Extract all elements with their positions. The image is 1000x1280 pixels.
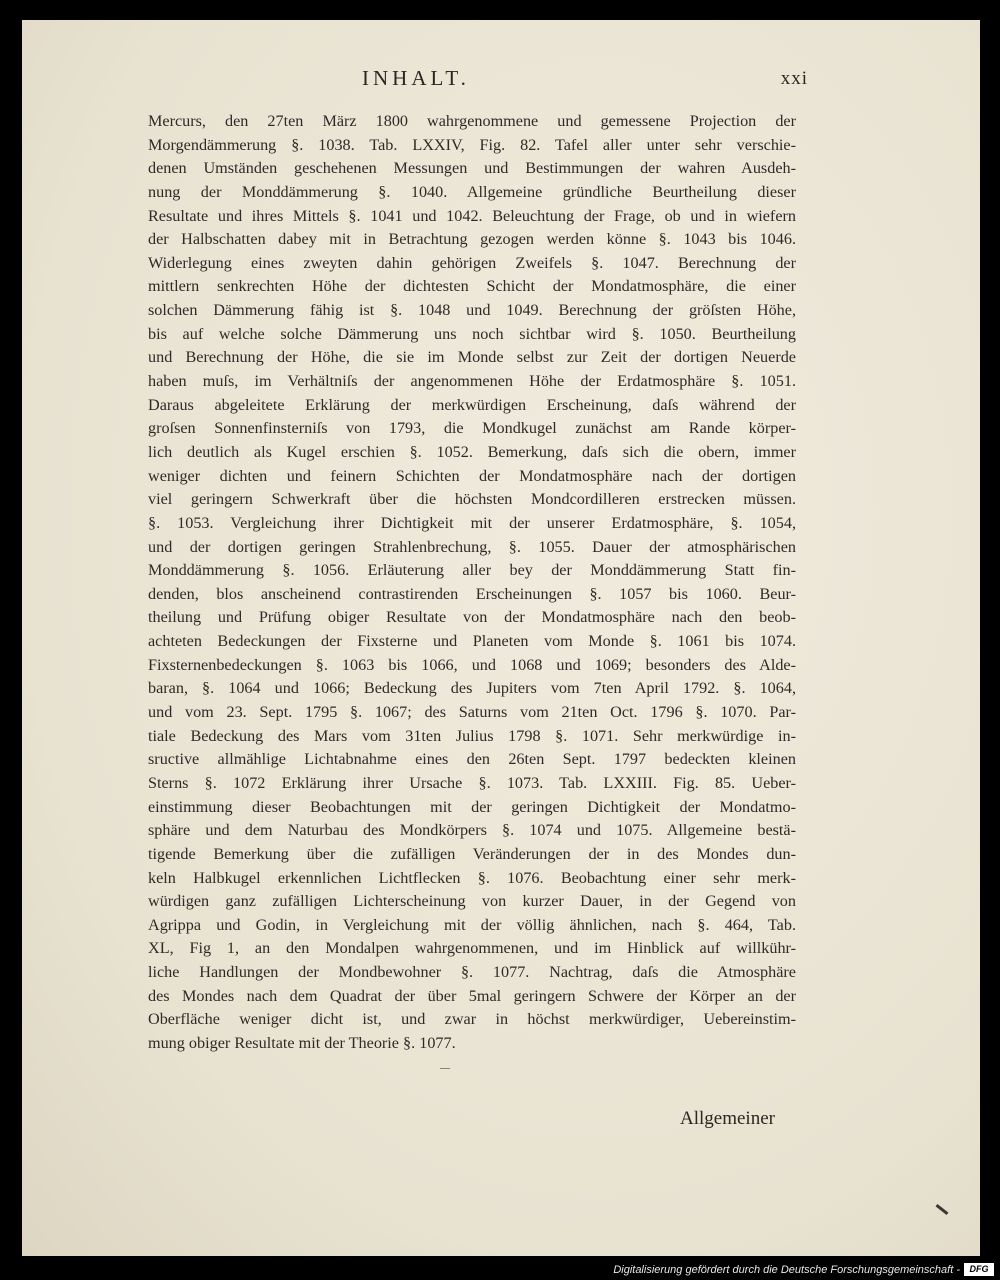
text-line: Monddämmerung §. 1056. Erläuterung aller bey der Monddämmerung Statt fin- [148, 561, 796, 580]
text-line: tiale Bedeckung des Mars vom 31ten Julius 1798 §. 1071. Sehr merkwürdige in- [148, 726, 796, 745]
text-line: viel geringern Schwerkraft über die höchsten Mondcordilleren erstrecken müssen. [148, 490, 796, 509]
header-title: INHALT. [362, 66, 470, 90]
text-line: solchen Dämmerung fähig ist §. 1048 und 1049. Berechnung der gröſsten Höhe, [148, 301, 796, 320]
text-line: Mercurs, den 27ten März 1800 wahrgenommene und gemessene Projection der [148, 112, 796, 130]
text-line: Agrippa und Godin, in Vergleichung mit der völlig ähnlichen, nach §. 464, Tab. [148, 915, 796, 934]
text-line: sructive allmählige Lichtabnahme eines den 26ten Sept. 1797 bedeckten kleinen [148, 750, 796, 769]
text-line: denden, blos anscheinend contrastirenden Erscheinungen §. 1057 bis 1060. Beur- [148, 584, 796, 603]
dfg-logo: DFG [964, 1263, 994, 1276]
text-line: baran, §. 1064 und 1066; Bedeckung des Jupiters vom 7ten April 1792. §. 1064, [148, 679, 796, 698]
footer-credit: Digitalisierung gefördert durch die Deutsche Forschungsgemeinschaft - [613, 1264, 960, 1276]
text-line: sphäre und dem Naturbau des Mondkörpers §. 1074 und 1075. Allgemeine bestä- [148, 821, 796, 840]
text-line: tigende Bemerkung über die zufälligen Veränderungen der in des Mondes dun- [148, 844, 796, 863]
text-line: lich deutlich als Kugel erschien §. 1052. Bemerkung, daſs sich die obern, immer [148, 442, 796, 461]
page-number: xxi [780, 68, 808, 89]
section-divider [440, 1068, 450, 1069]
text-line: mittlern senkrechten Höhe der dichtesten Schicht der Mondatmosphäre, die einer [148, 277, 796, 296]
text-line: Daraus abgeleitete Erklärung der merkwürdigen Erscheinung, daſs während der [148, 395, 796, 414]
text-line: §. 1053. Vergleichung ihrer Dichtigkeit mit der unserer Erdatmosphäre, §. 1054, [148, 513, 796, 532]
catchword: Allgemeiner [680, 1108, 775, 1129]
text-line: denen Umständen geschehenen Messungen und Bestimmungen der wahren Ausdeh- [148, 159, 796, 178]
text-line: XL, Fig 1, an den Mondalpen wahrgenommenen, und im Hinblick auf willkühr- [148, 939, 796, 958]
text-line: weniger dichten und feinern Schichten der Mondatmosphäre nach der dortigen [148, 466, 796, 485]
text-line: der Halbschatten dabey mit in Betrachtung gezogen werden könne §. 1043 bis 1046. [148, 230, 796, 249]
text-line: nung der Monddämmerung §. 1040. Allgemeine gründliche Beurtheilung dieser [148, 182, 796, 201]
text-line: haben muſs, im Verhältniſs der angenommenen Höhe der Erdatmosphäre §. 1051. [148, 372, 796, 391]
text-line: keln Halbkugel erkennlichen Lichtflecken §. 1076. Beobachtung einer sehr merk- [148, 868, 796, 887]
text-line: und der dortigen geringen Strahlenbrechung, §. 1055. Dauer der atmosphärischen [148, 537, 796, 556]
running-header [22, 66, 980, 96]
text-line: groſsen Sonnenfinsterniſs von 1793, die Mondkugel zunächst am Rande körper- [148, 419, 796, 438]
text-line: Morgendämmerung §. 1038. Tab. LXXIV, Fig. 82. Tafel aller unter sehr verschie- [148, 135, 796, 154]
text-line: achteten Bedeckungen der Fixsterne und Planeten vom Monde §. 1061 bis 1074. [148, 632, 796, 651]
text-line: würdigen ganz zufälligen Lichterscheinung von kurzer Dauer, in der Gegend von [148, 892, 796, 911]
text-line: theilung und Prüfung obiger Resultate von der Mondatmosphäre nach den beob- [148, 608, 796, 627]
body-text [148, 110, 796, 1056]
text-line: einstimmung dieser Beobachtungen mit der geringen Dichtigkeit der Mondatmo- [148, 797, 796, 816]
text-line: Oberfläche weniger dicht ist, und zwar in höchst merkwürdiger, Uebereinstim- [148, 1010, 796, 1029]
scan-mark-icon [936, 1204, 949, 1215]
text-line: mung obiger Resultate mit der Theorie §. 1077. [148, 1033, 456, 1052]
text-line: Resultate und ihres Mittels §. 1041 und 1042. Beleuchtung der Frage, ob und in wiefern [148, 206, 796, 225]
text-line: des Mondes nach dem Quadrat der über 5mal geringern Schwere der Körper an der [148, 986, 796, 1005]
text-line: bis auf welche solche Dämmerung uns noch sichtbar wird §. 1050. Beurtheilung [148, 324, 796, 343]
text-line: Sterns §. 1072 Erklärung ihrer Ursache §. 1073. Tab. LXXIII. Fig. 85. Ueber- [148, 773, 796, 792]
text-line: und Berechnung der Höhe, die sie im Monde selbst zur Zeit der dortigen Neuerde [148, 348, 796, 367]
text-line: liche Handlungen der Mondbewohner §. 1077. Nachtrag, daſs die Atmosphäre [148, 963, 796, 982]
text-line: und vom 23. Sept. 1795 §. 1067; des Saturns vom 21ten Oct. 1796 §. 1070. Par- [148, 703, 796, 722]
text-line: Fixsternenbedeckungen §. 1063 bis 1066, und 1068 und 1069; besonders des Alde- [148, 655, 796, 674]
scanned-page [22, 20, 980, 1256]
text-line: Widerlegung eines zweyten dahin gehörigen Zweifels §. 1047. Berechnung der [148, 253, 796, 272]
